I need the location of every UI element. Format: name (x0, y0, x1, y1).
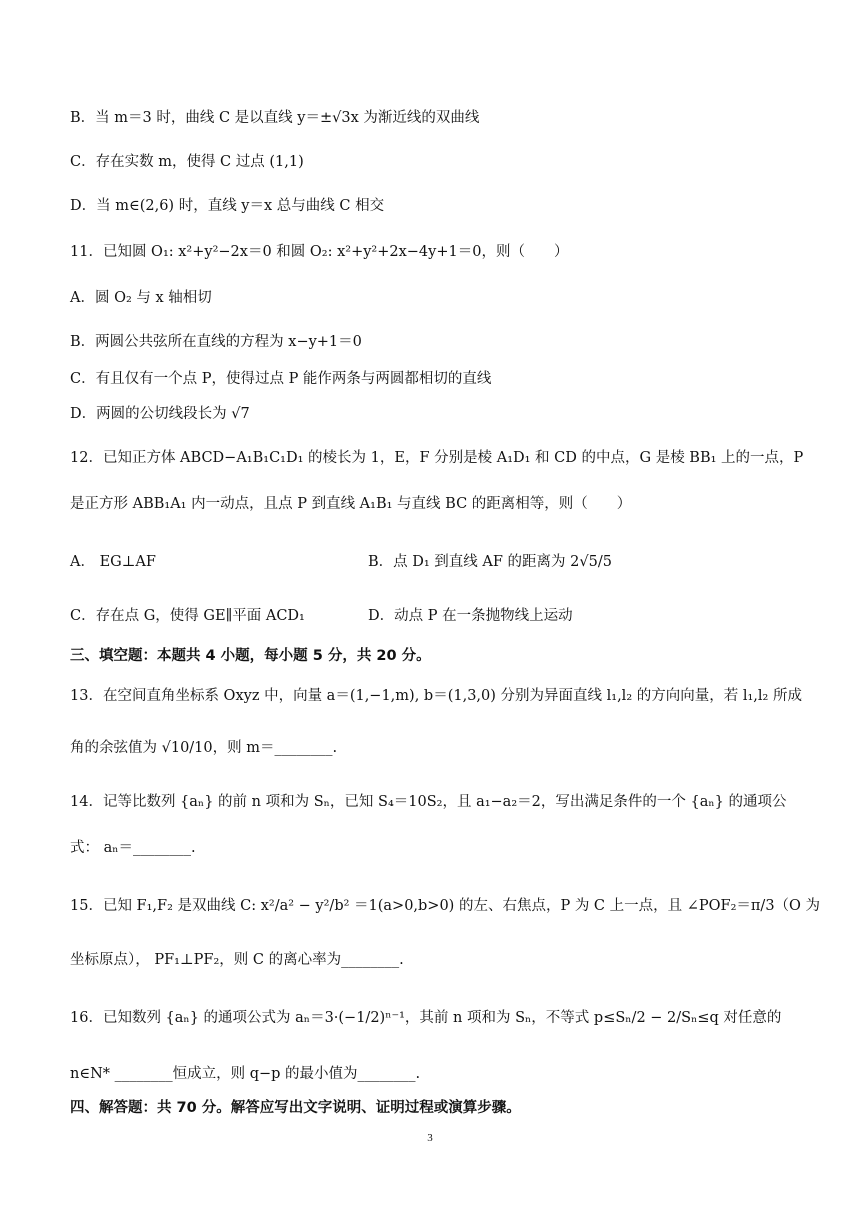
q11-option-c: C．有且仅有一个点 P，使得过点 P 能作两条与两圆都相切的直线 (70, 371, 492, 387)
q14-stem-line2: 式： aₙ＝________. (70, 840, 196, 856)
q11-option-b: B．两圆公共弦所在直线的方程为 x−y+1＝0 (70, 334, 362, 350)
q11-option-a: A．圆 O₂ 与 x 轴相切 (70, 290, 212, 306)
section-3-heading: 三、填空题：本题共 4 小题，每小题 5 分，共 20 分。 (70, 648, 431, 664)
q16-stem-line2: n∈N* ________恒成立，则 q−p 的最小值为________. (70, 1066, 421, 1082)
q12-option-d: D．动点 P 在一条抛物线上运动 (368, 608, 573, 624)
q12-option-a: A． EG⊥AF (70, 554, 156, 570)
section-4-heading: 四、解答题：共 70 分。解答应写出文字说明、证明过程或演算步骤。 (70, 1100, 521, 1116)
q10-option-c: C．存在实数 m，使得 C 过点 (1,1) (70, 154, 304, 170)
q12-option-b: B．点 D₁ 到直线 AF 的距离为 2√5/5 (368, 554, 612, 570)
q13-stem-line2: 角的余弦值为 √10/10，则 m＝________. (70, 740, 338, 756)
q12-stem-line1: 12．已知正方体 ABCD−A₁B₁C₁D₁ 的棱长为 1，E，F 分别是棱 A₁D₁ 和 CD 的中点，G 是棱 BB₁ 上的一点，P (70, 450, 804, 466)
q12-option-c: C．存在点 G，使得 GE∥平面 ACD₁ (70, 608, 305, 624)
q15-stem-line1: 15．已知 F₁,F₂ 是双曲线 C: x²/a² − y²/b² ＝1(a>0,b>0) 的左、右焦点，P 为 C 上一点，且 ∠POF₂＝π/3（O 为 (70, 898, 821, 914)
page-number: 3 (427, 1132, 433, 1144)
q13-stem-line1: 13．在空间直角坐标系 Oxyz 中，向量 a＝(1,−1,m), b＝(1,3,0) 分别为异面直线 l₁,l₂ 的方向向量，若 l₁,l₂ 所成 (70, 688, 802, 704)
q10-option-d: D．当 m∈(2,6) 时，直线 y＝x 总与曲线 C 相交 (70, 198, 385, 214)
q12-stem-line2: 是正方形 ABB₁A₁ 内一动点，且点 P 到直线 A₁B₁ 与直线 BC 的距离相等，则（ ） (70, 496, 632, 512)
q10-option-b: B．当 m＝3 时，曲线 C 是以直线 y＝±√3x 为渐近线的双曲线 (70, 110, 480, 126)
q14-stem-line1: 14．记等比数列 {aₙ} 的前 n 项和为 Sₙ，已知 S₄＝10S₂，且 a₁−a₂＝2，写出满足条件的一个 {aₙ} 的通项公 (70, 794, 787, 810)
q16-stem-line1: 16．已知数列 {aₙ} 的通项公式为 aₙ＝3·(−1/2)ⁿ⁻¹，其前 n 项和为 Sₙ，不等式 p≤Sₙ/2 − 2/Sₙ≤q 对任意的 (70, 1010, 782, 1026)
q15-stem-line2: 坐标原点）， PF₁⊥PF₂，则 C 的离心率为________. (70, 952, 404, 968)
q11-stem: 11．已知圆 O₁: x²+y²−2x＝0 和圆 O₂: x²+y²+2x−4y+1＝0，则（ ） (70, 244, 569, 260)
q11-option-d: D．两圆的公切线段长为 √7 (70, 406, 250, 422)
